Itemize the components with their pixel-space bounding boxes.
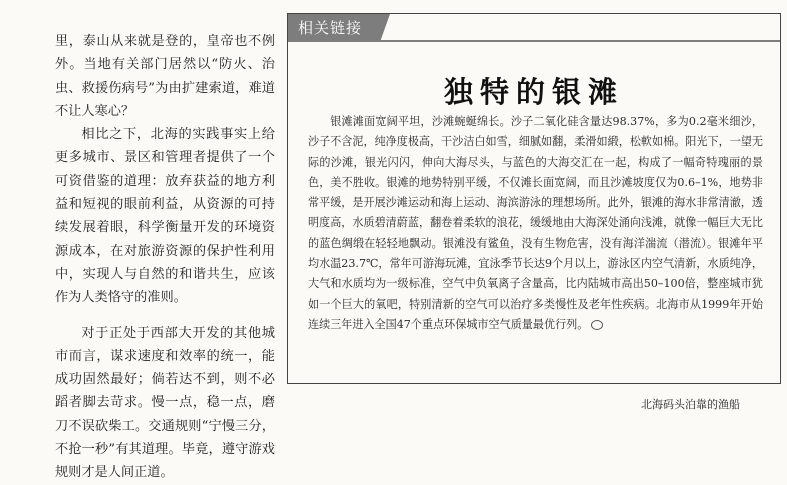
article-paragraph: 相比之下，北海的实践事实上给更多城市、景区和管理者提供了一个可资借鉴的道理：放弃获益的地方利益和短视的眼前利益，从资源的可持续发展着眼，科学衡量开发的环境资源成本，在对旅游资源的保护性利用中，实现人与自然的和谐共生，应该作为人类恪守的准则。 [55,127,275,306]
article-paragraph: 里，泰山从来就是登的，皇帝也不例外。当地有关部门居然以“防火、治虫、救援伤病号”为由扩建索道，难道不让人寒心？ [55,34,275,119]
sidebar-body-text: 银滩滩面宽阔平坦，沙滩蜿蜒绵长。沙子二氧化硅含量达98.37%，多为0.2毫米细沙，沙子不含泥，纯净度极高，干沙洁白如雪，细腻如翻，柔滑如緞，松軟如棉。阳光下，一望无际的沙滩，银光闪闪，伸向大海尽头，与蓝色的大海交汇在一起，构成了一幅奇特瑰丽的景色，美不胜收。银滩的地势特别平缓，不仅滩长面宽阔，而且沙滩坡度仅为0.6–1%，地势非常平缓，是开展沙滩运动和海上运动、海滨游泳的理想场所。此外，银滩的海水非常清澈，透明度高，水质碧清蔚蓝，翻卷着柔软的浪花，缓缓地由大海深处涌向浅滩，就像一幅巨大无比的蓝色绸缎在轻轻地飘动。银滩没有鲨鱼，没有生物危害，没有海洋湍流（潜流）。银滩年平均水温23.7℃，常年可游海玩滩，宜泳季节长达9个月以上，游泳区内空气清新，水质纯净，大气和水质均为一级标准，空气中负氧离子含量高，比内陆城市高出50–100倍，整座城市犹如一个巨大的氧吧，特别清新的空气可以治疗多类慢性及老年性疾病。北海市从1999年开始连续三年进入全国47个重点环保城市空气质量最优行列。 [308,115,763,331]
article-column [55,30,275,485]
sidebar-header-rule [288,40,780,42]
sidebar-title: 独特的银滩 [443,75,624,109]
related-link-sidebar [287,13,781,384]
sidebar-body [308,112,763,335]
article-paragraph: 对于正处于西部大开发的其他城市而言，谋求速度和效率的统一，能成功固然最好；倘若达不到，则不必蹈者脚去苛求。慢一点，稳一点，磨刀不误砍柴工。交通规则“宁慢三分，不抢一秒”有其道理。毕竟，遵守游戏规则才是人间正道。 [55,325,275,481]
end-mark-icon [591,320,603,330]
photo-caption: 北海码头泊靠的渔船 [641,398,740,411]
sidebar-tab-label: 相关链接 [288,14,380,42]
sidebar-tab-tail [380,14,390,42]
